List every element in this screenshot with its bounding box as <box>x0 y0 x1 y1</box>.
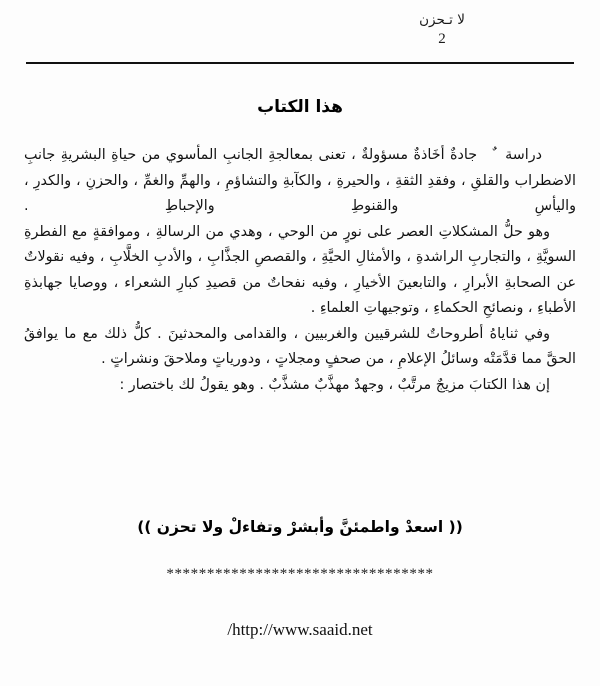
pull-quote: (( اسعدْ واطمئنَّ وأبشرْ وتفاءلْ ولا تحزن )) <box>137 518 463 536</box>
paragraph-1 <box>24 143 576 220</box>
paragraph-1-text: جادةٌ أخَاذةٌ مسؤولةٌ ، تعنى بمعالجةِ الجانبِ المأسوي من حياةِ البشريةِ جانبِ الاضطراب والقلقِ ، وفقدِ الثقةِ ، والحيرةِ ، والكآبةِ والتشاؤمِ ، والهمِّ والغمِّ ، والحزنِ ، والكدرِ ، واليأسِ والقنوطِ والإحباطِ . <box>24 147 576 214</box>
paragraph-2: وهو حلُّ المشكلاتِ العصر على نورٍ من الوحي ، وهدي من الرسالةِ ، وموافقةٍ مع الفطرةِ السويَّةِ ، والتجاربِ الراشدةِ ، والأمثالِ الحيَّةِ ، والقصصِ الجذَّابِ ، والأدبِ الخلَّابِ ، وفيه نقولاتٌ عن الصحابةِ الأبرارِ ، والتابعينَ الأخيارِ ، وفيه نفحاتٌ من قصيدِ كبارِ الشعراء ، ووصايا جهابذةِ الأطباءِ ، ونصائحِ الحكماءِ ، وتوجيهاتِ العلماءِ . <box>24 223 576 316</box>
paragraph-4: إن هذا الكتابَ مزيجٌ مرتَّبٌ ، وجهدٌ مهذَّبٌ مشذَّبٌ . وهو يقولُ لك باختصار : <box>119 376 550 393</box>
body-text <box>24 143 576 398</box>
header-rule-divider <box>26 62 574 64</box>
asterisk-divider: ********************************* <box>166 566 434 582</box>
stray-diacritic-mark <box>477 143 505 169</box>
paragraph-1-lead: دراسة <box>505 147 542 163</box>
section-title: هذا الكتاب <box>257 97 343 117</box>
page-number: 2 <box>438 30 446 47</box>
paragraph-3: وفي ثناياهُ أطروحاتٌ للشرقيين والغربيين ، والقدامى والمحدثينَ . كلُّ ذلك مع ما يوافقُ الحقَّ مما قدَّمَتْه وسائلُ الإعلامِ ، من صحفٍ ومجلاتٍ ، ودورياتٍ وملاحقَ ونشراتٍ . <box>24 325 576 367</box>
footer-url: /http://www.saaid.net <box>227 620 373 639</box>
running-header <box>312 12 572 48</box>
book-title: لا تـحزن <box>419 12 465 28</box>
